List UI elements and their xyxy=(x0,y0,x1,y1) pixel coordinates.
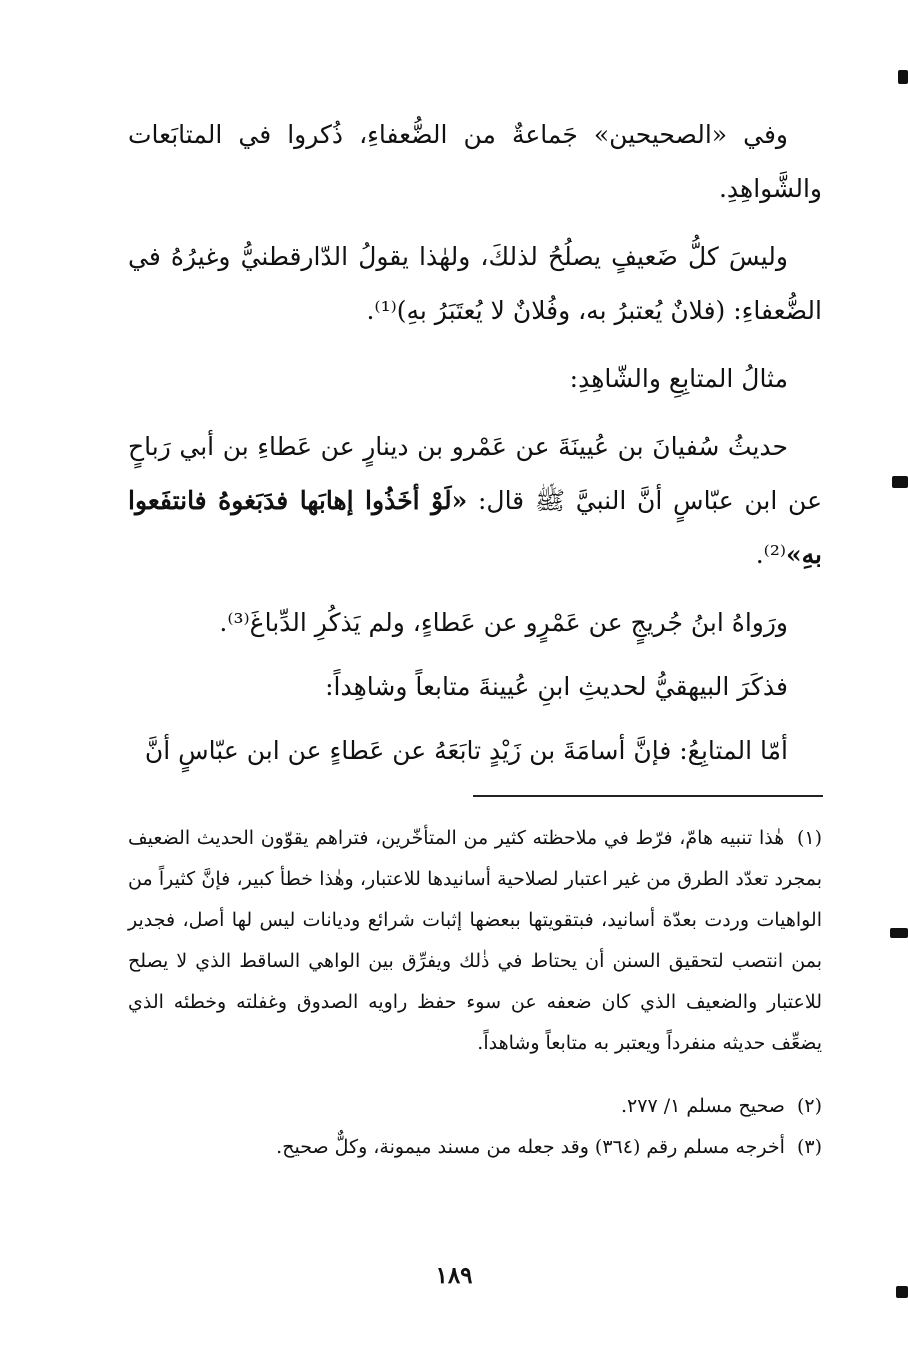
footnote-divider xyxy=(473,795,823,797)
footnote-3 xyxy=(128,1127,822,1168)
paragraph-1: وفي «الصحيحين» جَماعةٌ من الضُّعفاءِ، ذُكروا في المتابَعات والشَّواهِدِ. xyxy=(128,120,822,203)
paragraph-6: فذكَرَ البيهقيُّ لحديثِ ابنِ عُيينةَ متابعاً وشاهِداً: xyxy=(325,672,788,701)
scan-edge-mark xyxy=(896,1286,908,1298)
hadith-chain: حديثُ سُفيانَ بن عُيينَةَ عن عَمْرو بن دينارٍ عن عَطاءِ بن أبي رَباحٍ عن ابن عبّاسٍ أنَّ النبيَّ ﷺ قال: xyxy=(128,432,822,515)
paragraph-2: وليسَ كلُّ ضَعيفٍ يصلُحُ لذلكَ، ولهٰذا يقولُ الدّارقطنيُّ وغيرُهُ في الضُّعفاءِ: (فلانٌ يُعتبرُ به، وفُلانٌ لا يُعتَبَرُ بهِ)⁽¹⁾. xyxy=(128,242,822,325)
footnote-text: صحيح مسلم ١/ ٢٧٧. xyxy=(621,1095,785,1117)
scan-edge-mark xyxy=(892,476,908,488)
section-heading: مثالُ المتابِعِ والشّاهِدِ: xyxy=(569,364,788,393)
footnote-2 xyxy=(128,1086,822,1127)
footnotes xyxy=(128,818,822,1168)
hadith-footnote-ref: ⁽²⁾. xyxy=(755,540,786,569)
hadith-quote: «لَوْ أخَذُوا إهابَها فدَبَغوهُ فانتفَعوا بهِ» xyxy=(128,486,822,569)
scan-edge-mark xyxy=(890,928,908,938)
scan-edge-mark xyxy=(898,70,908,84)
page-number: ١٨٩ xyxy=(435,1262,473,1289)
footnote-text: هٰذا تنبيه هامّ، فرّط في ملاحظته كثير من المتأخّرين، فتراهم يقوّون الحديث الضعيف بمجرد تعدّد الطرق من غير اعتبار لصلاحية أسانيدها للاعتبار، وهٰذا خطأ كبير، فإنَّ كثيراً من الواهيات وردت بعدّة أسانيد، فبتقويتها ببعضها إثبات شرائع وديانات ليس لها أصل، فجدير بمن انتصب لتحقيق السنن أن يحتاط في ذٰلك ويفرِّق بين الواهي الساقط الذي لا يصلح للاعتبار والضعيف الذي كان ضعفه عن سوء حفظ راويه الصدوق وغفلته وخطئه الذي يضعِّف حديثه منفرداً ويعتبر به متابعاً وشاهداً. xyxy=(128,827,822,1054)
footnote-text: أخرجه مسلم رقم (٣٦٤) وقد جعله من مسند ميمونة، وكلٌّ صحيح. xyxy=(276,1136,785,1158)
paragraph-7: أمّا المتابِعُ: فإنَّ أسامَةَ بن زَيْدٍ تابَعَهُ عن عَطاءٍ عن ابن عبّاسٍ أنَّ xyxy=(144,736,788,765)
footnote-1 xyxy=(128,818,822,1064)
paragraph-5: ورَواهُ ابنُ جُريجٍ عن عَمْرٍو عن عَطاءٍ، ولم يَذكُرِ الدِّباغَ⁽³⁾. xyxy=(219,608,788,637)
footnote-number: (١) xyxy=(796,827,822,849)
footnote-number: (٣) xyxy=(796,1136,822,1158)
main-text xyxy=(128,108,822,792)
hadith-paragraph xyxy=(128,420,822,582)
footnote-number: (٢) xyxy=(796,1095,822,1117)
